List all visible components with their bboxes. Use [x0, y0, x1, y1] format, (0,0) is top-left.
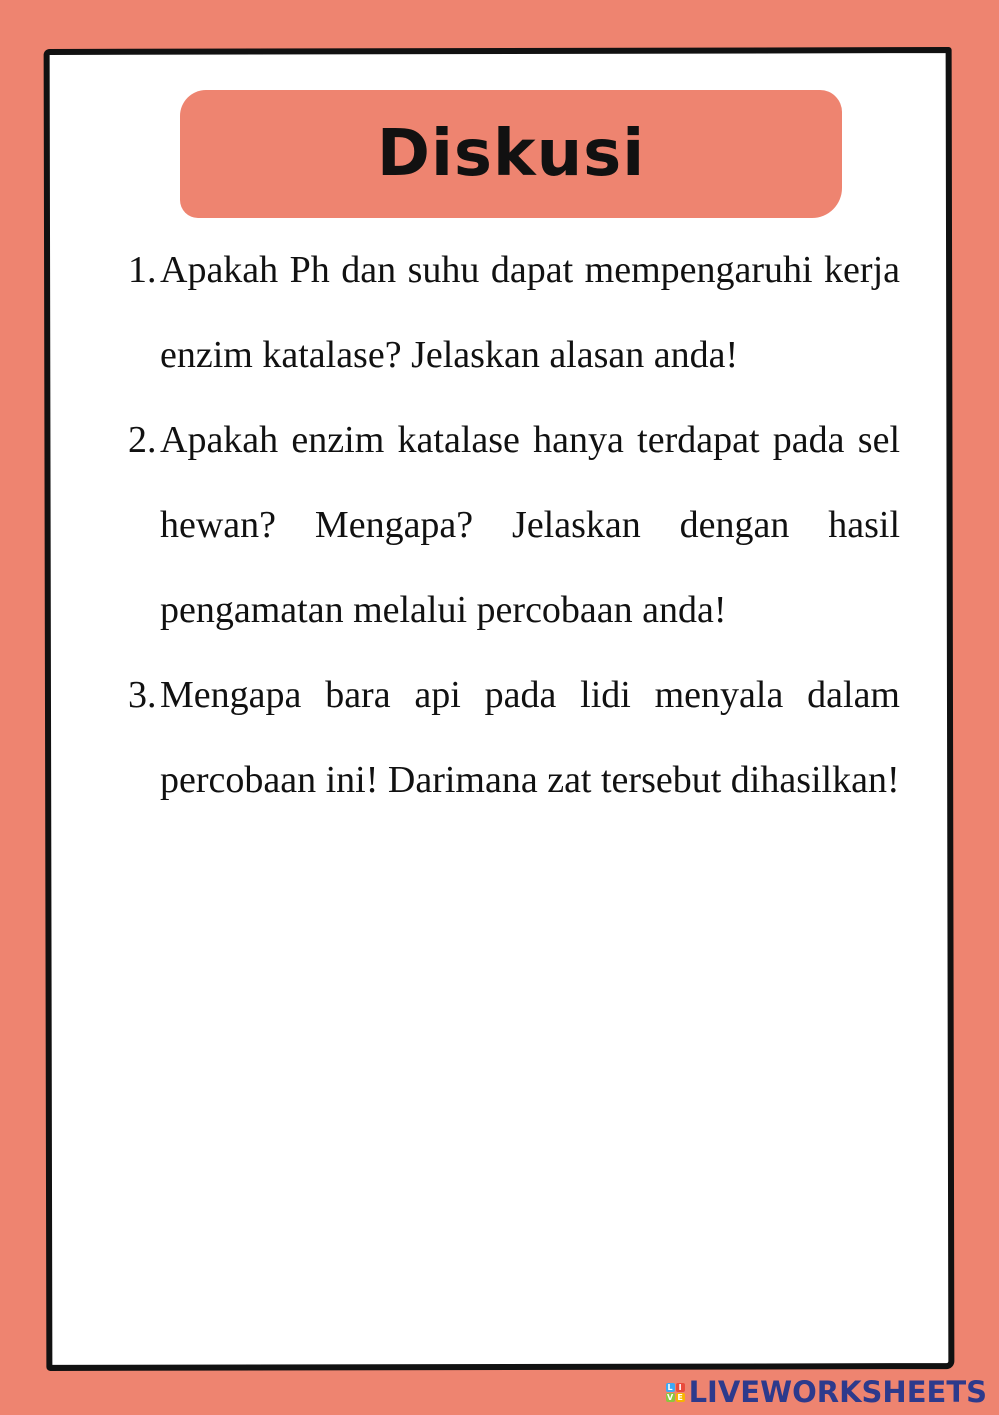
question-item: [128, 398, 900, 653]
logo-mark-icon: [666, 1383, 685, 1402]
liveworksheets-logo[interactable]: [666, 1375, 987, 1409]
question-number: 2.: [128, 419, 157, 461]
question-text: Apakah enzim katalase hanya terdapat pada sel hewan? Mengapa? Jelaskan dengan hasil pengamatan melalui percobaan anda!: [160, 419, 900, 631]
question-list: [128, 228, 900, 823]
page-title: Diskusi: [376, 117, 646, 191]
question-text: Mengapa bara api pada lidi menyala dalam percobaan ini! Darimana zat tersebut dihasilkan!: [160, 674, 900, 801]
logo-letter: V: [666, 1392, 674, 1402]
logo-letter: E: [677, 1392, 683, 1402]
question-item: [128, 228, 900, 398]
question-number: 1.: [128, 249, 157, 291]
logo-letter: I: [676, 1383, 685, 1392]
logo-letter: L: [667, 1382, 673, 1392]
question-number: 3.: [128, 674, 157, 716]
logo-brand-text: LIVEWORKSHEETS: [688, 1375, 987, 1409]
question-item: [128, 653, 900, 823]
question-text: Apakah Ph dan suhu dapat mempengaruhi kerja enzim katalase? Jelaskan alasan anda!: [160, 249, 900, 376]
title-banner: [180, 90, 842, 218]
